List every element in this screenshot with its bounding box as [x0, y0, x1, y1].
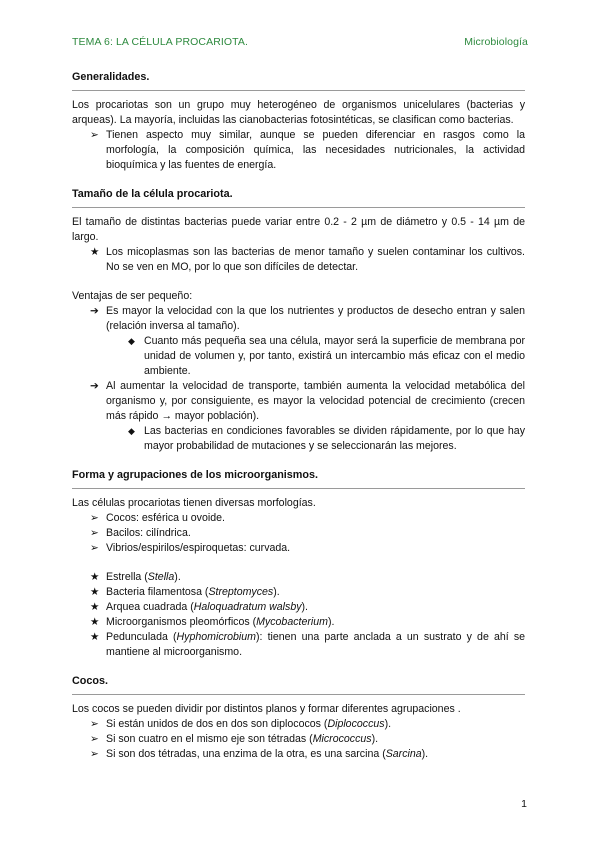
star-bullet-icon: ★: [90, 631, 100, 643]
paragraph: Los procariotas son un grupo muy heterogéneo de organismos unicelulares (bacterias y arqueas). La mayoría, incluidas las cianobacterias fotosintéticas, se clasifican como bacterias.: [72, 99, 525, 126]
arrowhead-bullet-icon: ➢: [90, 129, 99, 141]
section-title-generalidades: Generalidades.: [72, 71, 150, 83]
arrow-bullet-icon: ➔: [90, 305, 99, 317]
list-item: ★ Microorganismos pleomórficos (Mycobacterium).: [90, 616, 335, 628]
list-item: ➢ Bacilos: cilíndrica.: [90, 527, 191, 539]
page-number: 1: [521, 798, 527, 810]
list-item: ➢ Vibrios/espirilos/espiroquetas: curvada.: [90, 542, 291, 554]
paragraph: El tamaño de distintas bacterias puede variar entre 0.2 - 2 µm de diámetro y 0.5 - 14 µm de largo.: [72, 216, 525, 243]
list-item: ★ Arquea cuadrada (Haloquadratum walsby).: [90, 601, 309, 613]
section-divider: [72, 694, 525, 695]
list-item: ★ Bacteria filamentosa (Streptomyces).: [90, 586, 280, 598]
section-divider: [72, 90, 525, 91]
list-item: ◆ Las bacterias en condiciones favorables se dividen rápidamente, por lo que hay mayor probabilidad de mutaciones y se seleccionarán las mejores.: [128, 425, 525, 452]
arrowhead-bullet-icon: ➢: [90, 542, 99, 554]
list-item: ★ Estrella (Stella).: [90, 571, 181, 583]
list-item: ★ Pedunculada (Hyphomicrobium): tienen una parte anclada a un sustrato y de ahí se mantiene al microorganismo.: [90, 631, 526, 658]
paragraph: Las células procariotas tienen diversas morfologías.: [72, 497, 316, 509]
arrow-bullet-icon: ➔: [90, 380, 99, 392]
list-item: ★ Los micoplasmas son las bacterias de menor tamaño y suelen contaminar los cultivos. No se ven en MO, por lo que son difíciles de detectar.: [90, 246, 525, 273]
list-item: ➢ Tienen aspecto muy similar, aunque se pueden diferenciar en rasgos como la morfología, la composición química, las necesidades nutricionales, la actividad bioquímica y las fuentes de energía.: [90, 129, 525, 171]
star-bullet-icon: ★: [90, 246, 100, 258]
section-divider: [72, 207, 525, 208]
list-item: ➢ Si son cuatro en el mismo eje son tétradas (Micrococcus).: [90, 733, 379, 745]
paragraph: Ventajas de ser pequeño:: [72, 290, 193, 302]
section-divider: [72, 488, 525, 489]
list-item: ➔ Es mayor la velocidad con la que los nutrientes y productos de desecho entran y salen (relación inversa al tamaño).: [90, 305, 525, 332]
list-item: ◆ Cuanto más pequeña sea una célula, mayor será la superficie de membrana por unidad de volumen y, por tanto, existirá un intercambio más eficaz con el medio ambiente.: [128, 335, 525, 377]
diamond-bullet-icon: ◆: [128, 426, 135, 436]
section-title-forma: Forma y agrupaciones de los microorganismos.: [72, 469, 318, 481]
star-bullet-icon: ★: [90, 601, 100, 613]
document-body: [72, 70, 525, 762]
list-item: ➢ Si son dos tétradas, una enzima de la otra, es una sarcina (Sarcina).: [90, 748, 429, 760]
list-item: ➢ Si están unidos de dos en dos son diplococos (Diplococcus).: [90, 718, 392, 730]
star-bullet-icon: ★: [90, 571, 100, 583]
paragraph: Los cocos se pueden dividir por distintos planos y formar diferentes agrupaciones .: [72, 703, 461, 715]
section-title-tamano: Tamaño de la célula procariota.: [72, 188, 233, 200]
list-item: ➢ Cocos: esférica u ovoide.: [90, 512, 225, 524]
list-item: ➔ Al aumentar la velocidad de transporte, también aumenta la velocidad metabólica del organismo y, por consiguiente, es mayor la velocidad potencial de crecimiento (crecen más rápido → mayor población).: [90, 380, 525, 422]
header-chapter-title: TEMA 6: LA CÉLULA PROCARIOTA.: [72, 36, 249, 48]
arrowhead-bullet-icon: ➢: [90, 718, 99, 730]
star-bullet-icon: ★: [90, 586, 100, 598]
arrowhead-bullet-icon: ➢: [90, 748, 99, 760]
section-title-cocos: Cocos.: [72, 675, 108, 687]
arrowhead-bullet-icon: ➢: [90, 733, 99, 745]
arrowhead-bullet-icon: ➢: [90, 527, 99, 539]
arrowhead-bullet-icon: ➢: [90, 512, 99, 524]
header-subject: Microbiología: [464, 36, 528, 48]
diamond-bullet-icon: ◆: [128, 336, 135, 346]
star-bullet-icon: ★: [90, 616, 100, 628]
